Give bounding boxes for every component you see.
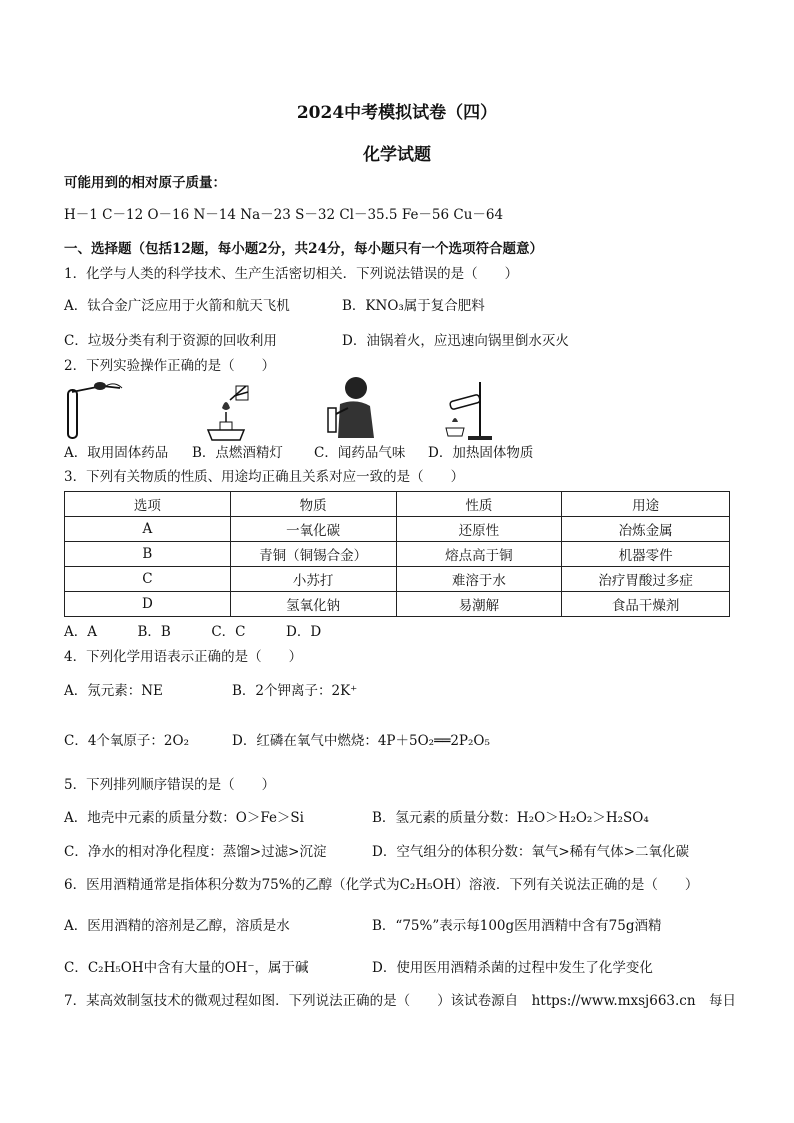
table-cell: A (65, 517, 231, 542)
q5-option-a: A．地壳中元素的质量分数：O＞Fe＞Si (64, 810, 305, 826)
q2-option-d: D．加热固体物质 (428, 445, 534, 461)
atomic-mass-label: 可能用到的相对原子质量： (64, 175, 226, 191)
table-row (65, 517, 730, 542)
table-cell: 易潮解 (396, 592, 562, 617)
table-cell: 难溶于水 (396, 567, 562, 592)
table-cell: 青铜（铜锡合金） (230, 542, 396, 567)
q2-option-a: A．取用固体药品 (64, 445, 169, 461)
table-cell: B (65, 542, 231, 567)
alcohol-lamp-image (200, 382, 252, 442)
table-row (65, 542, 730, 567)
smell-chemical-person-image (322, 374, 378, 440)
exam-subtitle: 化学试题 (363, 145, 431, 165)
exam-title: 2024中考模拟试卷（四） (296, 103, 498, 123)
table-header-cell: 性质 (396, 492, 562, 517)
table-cell: 治疗胃酸过多症 (562, 567, 730, 592)
table-cell: C (65, 567, 231, 592)
heating-solid-apparatus-image (440, 378, 496, 442)
table-cell: 氢氧化钠 (230, 592, 396, 617)
q1-option-b: B．KNO₃属于复合肥料 (342, 298, 485, 314)
q6-option-c: C．C₂H₅OH中含有大量的OH⁻，属于碱 (64, 960, 309, 976)
q5-option-d: D．空气组分的体积分数：氧气>稀有气体>二氧化碳 (372, 844, 689, 860)
table-cell: 食品干燥剂 (562, 592, 730, 617)
table-cell: D (65, 592, 231, 617)
q1-option-a: A．钛合金广泛应用于火箭和航天飞机 (64, 298, 290, 314)
table-cell: 熔点高于铜 (396, 542, 562, 567)
q3-table (64, 491, 730, 617)
q6-stem: 6．医用酒精通常是指体积分数为75%的乙醇（化学式为C₂H₅OH）溶液．下列有关说法正确的是（ ） (64, 877, 699, 893)
q4-option-b: B．2个钾离子：2K⁺ (232, 683, 358, 699)
q2-option-c: C．闻药品气味 (314, 445, 406, 461)
q1-option-d: D．油锅着火，应迅速向锅里倒水灭火 (342, 333, 569, 349)
table-cell: 冶炼金属 (562, 517, 730, 542)
table-cell: 小苏打 (230, 567, 396, 592)
q2-option-b: B．点燃酒精灯 (192, 445, 283, 461)
q2-stem: 2．下列实验操作正确的是（ ） (64, 358, 276, 374)
q1-option-c: C．垃圾分类有利于资源的回收利用 (64, 333, 277, 349)
q4-stem: 4．下列化学用语表示正确的是（ ） (64, 649, 303, 665)
q6-option-d: D．使用医用酒精杀菌的过程中发生了化学变化 (372, 960, 653, 976)
q4-option-a: A．氖元素：NE (64, 683, 163, 699)
q7-stem: 7．某高效制氢技术的微观过程如图．下列说法正确的是（ ）该试卷源自 https://www.mxsj663.cn 每日 (64, 993, 737, 1009)
table-cell: 还原性 (396, 517, 562, 542)
q3-stem: 3．下列有关物质的性质、用途均正确且关系对应一致的是（ ） (64, 469, 465, 485)
table-cell: 机器零件 (562, 542, 730, 567)
table-header-cell: 用途 (562, 492, 730, 517)
q6-option-b: B．“75%”表示每100g医用酒精中含有75g酒精 (372, 918, 662, 934)
table-cell: 一氧化碳 (230, 517, 396, 542)
section-heading: 一、选择题（包括12题，每小题2分，共24分，每小题只有一个选项符合题意） (64, 241, 543, 257)
table-row (65, 592, 730, 617)
q5-stem: 5．下列排列顺序错误的是（ ） (64, 777, 276, 793)
test-tube-spoon-image (62, 378, 124, 442)
atomic-mass-values: H－1 C－12 O－16 N－14 Na－23 S－32 Cl－35.5 Fe－56 Cu－64 (64, 207, 504, 223)
q1-stem: 1．化学与人类的科学技术、生产生活密切相关．下列说法错误的是（ ） (64, 266, 519, 282)
table-row (65, 567, 730, 592)
q6-option-a: A．医用酒精的溶剂是乙醇，溶质是水 (64, 918, 290, 934)
table-header-row (65, 492, 730, 517)
q5-option-c: C．净水的相对净化程度：蒸馏>过滤>沉淀 (64, 844, 327, 860)
q3-options: A．A B．B C．C D．D (64, 624, 322, 640)
q5-option-b: B．氢元素的质量分数：H₂O＞H₂O₂＞H₂SO₄ (372, 810, 649, 826)
table-header-cell: 选项 (65, 492, 231, 517)
q4-option-d: D．红磷在氧气中燃烧：4P＋5O₂══2P₂O₅ (232, 733, 490, 749)
table-header-cell: 物质 (230, 492, 396, 517)
q4-option-c: C．4个氧原子：2O₂ (64, 733, 189, 749)
